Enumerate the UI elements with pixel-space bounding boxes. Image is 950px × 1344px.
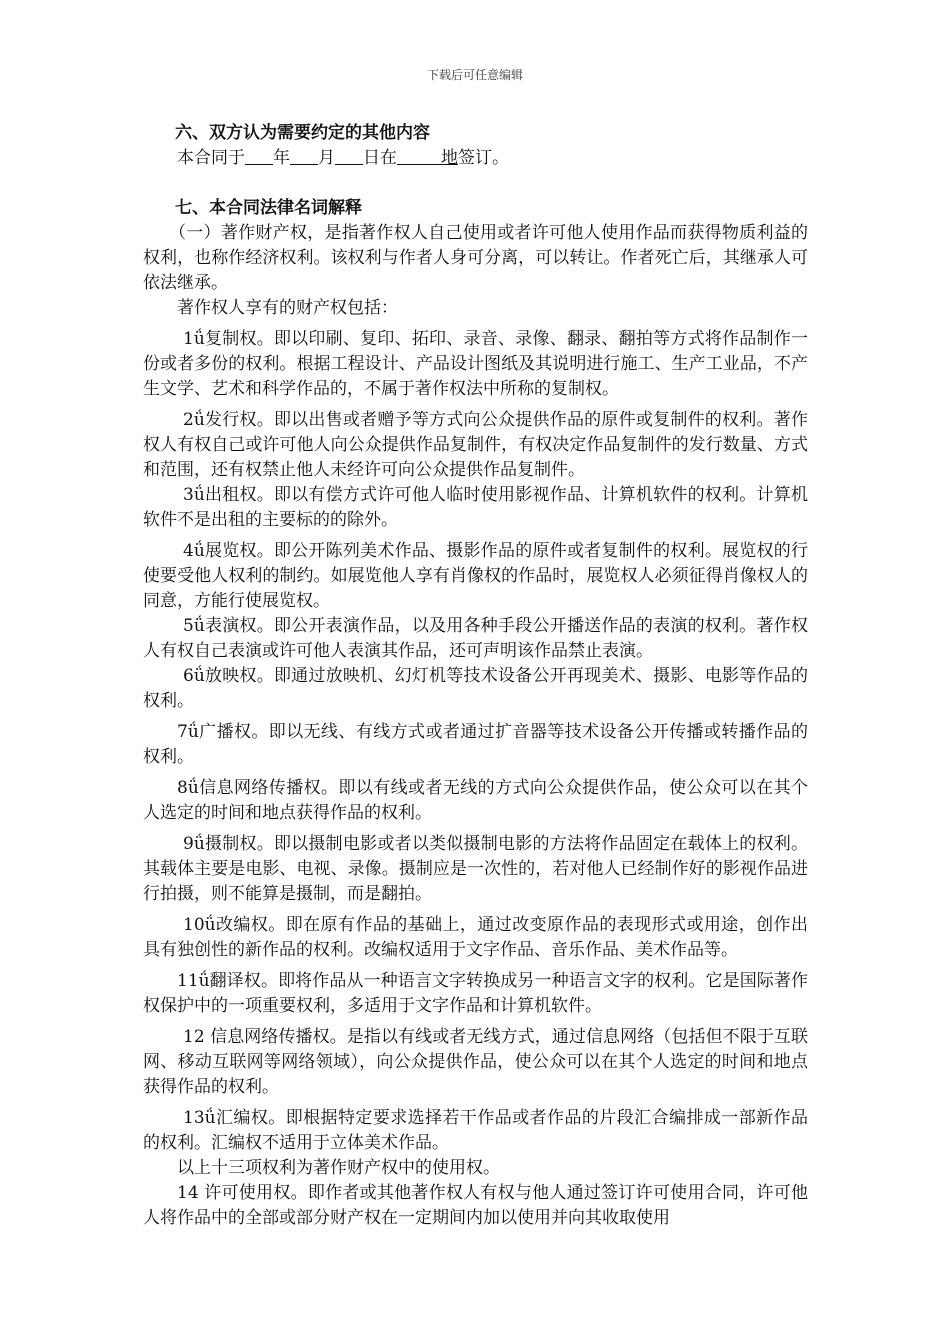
place-underlined: 地 — [441, 148, 458, 168]
section-7-heading: 七、本合同法律名词解释 — [175, 198, 362, 218]
list-item: 11ǘ翻译权。即将作品从一种语言文字转换成另一种语言文字的权利。它是国际著作权保护中的一项重要权利，多适用于文字作品和计算机软件。 — [143, 971, 808, 1016]
signing-line — [143, 146, 808, 171]
list-item: 12 信息网络传播权。是指以有线或者无线方式，通过信息网络（包括但不限于互联网、移动互联网等网络领域），向公众提供作品，使公众可以在其个人选定的时间和地点获得作品的权利。 — [143, 1027, 808, 1097]
list-item: 10ǘ改编权。即在原有作品的基础上，通过改变原作品的表现形式或用途，创作出具有独创性的新作品的权利。改编权适用于文字作品、音乐作品、美术作品等。 — [143, 915, 808, 960]
list-item: 5ǘ表演权。即公开表演作品，以及用各种手段公开播送作品的表演的权利。著作权人有权自己表演或许可他人表演其作品，还可声明该作品禁止表演。 — [143, 616, 808, 661]
sign-prefix: 本合同于 — [177, 148, 245, 168]
year-blank[interactable] — [245, 146, 273, 165]
section-6-heading: 六、双方认为需要约定的其他内容 — [175, 123, 430, 143]
month-label: 月 — [318, 148, 335, 168]
property-right-definition: （一）著作财产权，是指著作权人自己使用或者许可他人使用作品而获得物质利益的权利，也称作经济权利。该权利与作者人身可分离，可以转让。作者死亡后，其继承人可依法继承。 — [143, 223, 808, 293]
list-item: 1ǘ复制权。即以印刷、复印、拓印、录音、录像、翻录、翻拍等方式将作品制作一份或者多份的权利。根据工程设计、产品设计图纸及其说明进行施工、生产工业品，不产生文学、艺术和科学作品的，不属于著作权法中所称的复制权。 — [143, 329, 808, 399]
list-item: 2ǘ发行权。即以出售或者赠予等方式向公众提供作品的原件或复制件的权利。著作权人有权自己或许可他人向公众提供作品复制件，有权决定作品复制件的发行数量、方式和范围，还有权禁止他人未经许可向公众提供作品复制件。 — [143, 410, 808, 480]
list-item: 6ǘ放映权。即通过放映机、幻灯机等技术设备公开再现美术、摄影、电影等作品的权利。 — [143, 666, 808, 711]
list-intro: 著作权人享有的财产权包括： — [177, 298, 398, 318]
list-item: 8ǘ信息网络传播权。即以有线或者无线的方式向公众提供作品，使公众可以在其个人选定的时间和地点获得作品的权利。 — [143, 778, 808, 823]
list-item: 3ǘ出租权。即以有偿方式许可他人临时使用影视作品、计算机软件的权利。计算机软件不是出租的主要标的的除外。 — [143, 485, 808, 530]
month-blank[interactable] — [290, 146, 318, 165]
list-item: 14 许可使用权。即作者或其他著作权人有权与他人通过签订许可使用合同，许可他人将作品中的全部或部分财产权在一定期间内加以使用并向其收取使用 — [143, 1183, 808, 1228]
document-body — [143, 120, 808, 1231]
place-blank[interactable] — [397, 146, 441, 165]
day-blank[interactable] — [335, 146, 363, 165]
usage-rights-summary: 以上十三项权利为著作财产权中的使用权。 — [177, 1158, 500, 1178]
day-label: 日在 — [363, 148, 397, 168]
list-item: 13ǘ汇编权。即根据特定要求选择若干作品或者作品的片段汇合编排成一部新作品的权利。汇编权不适用于立体美术作品。 — [143, 1108, 808, 1153]
list-item: 9ǘ摄制权。即以摄制电影或者以类似摄制电影的方法将作品固定在载体上的权利。其载体主要是电影、电视、录像。摄制应是一次性的，若对他人已经制作好的影视作品进行拍摄，则不能算是摄制，而是翻拍。 — [143, 834, 808, 904]
sign-suffix: 签订。 — [458, 148, 509, 168]
list-item: 7ǘ广播权。即以无线、有线方式或者通过扩音器等技术设备公开传播或转播作品的权利。 — [143, 722, 808, 767]
year-label: 年 — [273, 148, 290, 168]
page-header: 下载后可任意编辑 — [426, 68, 523, 82]
list-item: 4ǘ展览权。即公开陈列美术作品、摄影作品的原件或者复制件的权利。展览权的行使要受他人权利的制约。如展览他人享有肖像权的作品时，展览权人必须征得肖像权人的同意，方能行使展览权。 — [143, 541, 808, 611]
